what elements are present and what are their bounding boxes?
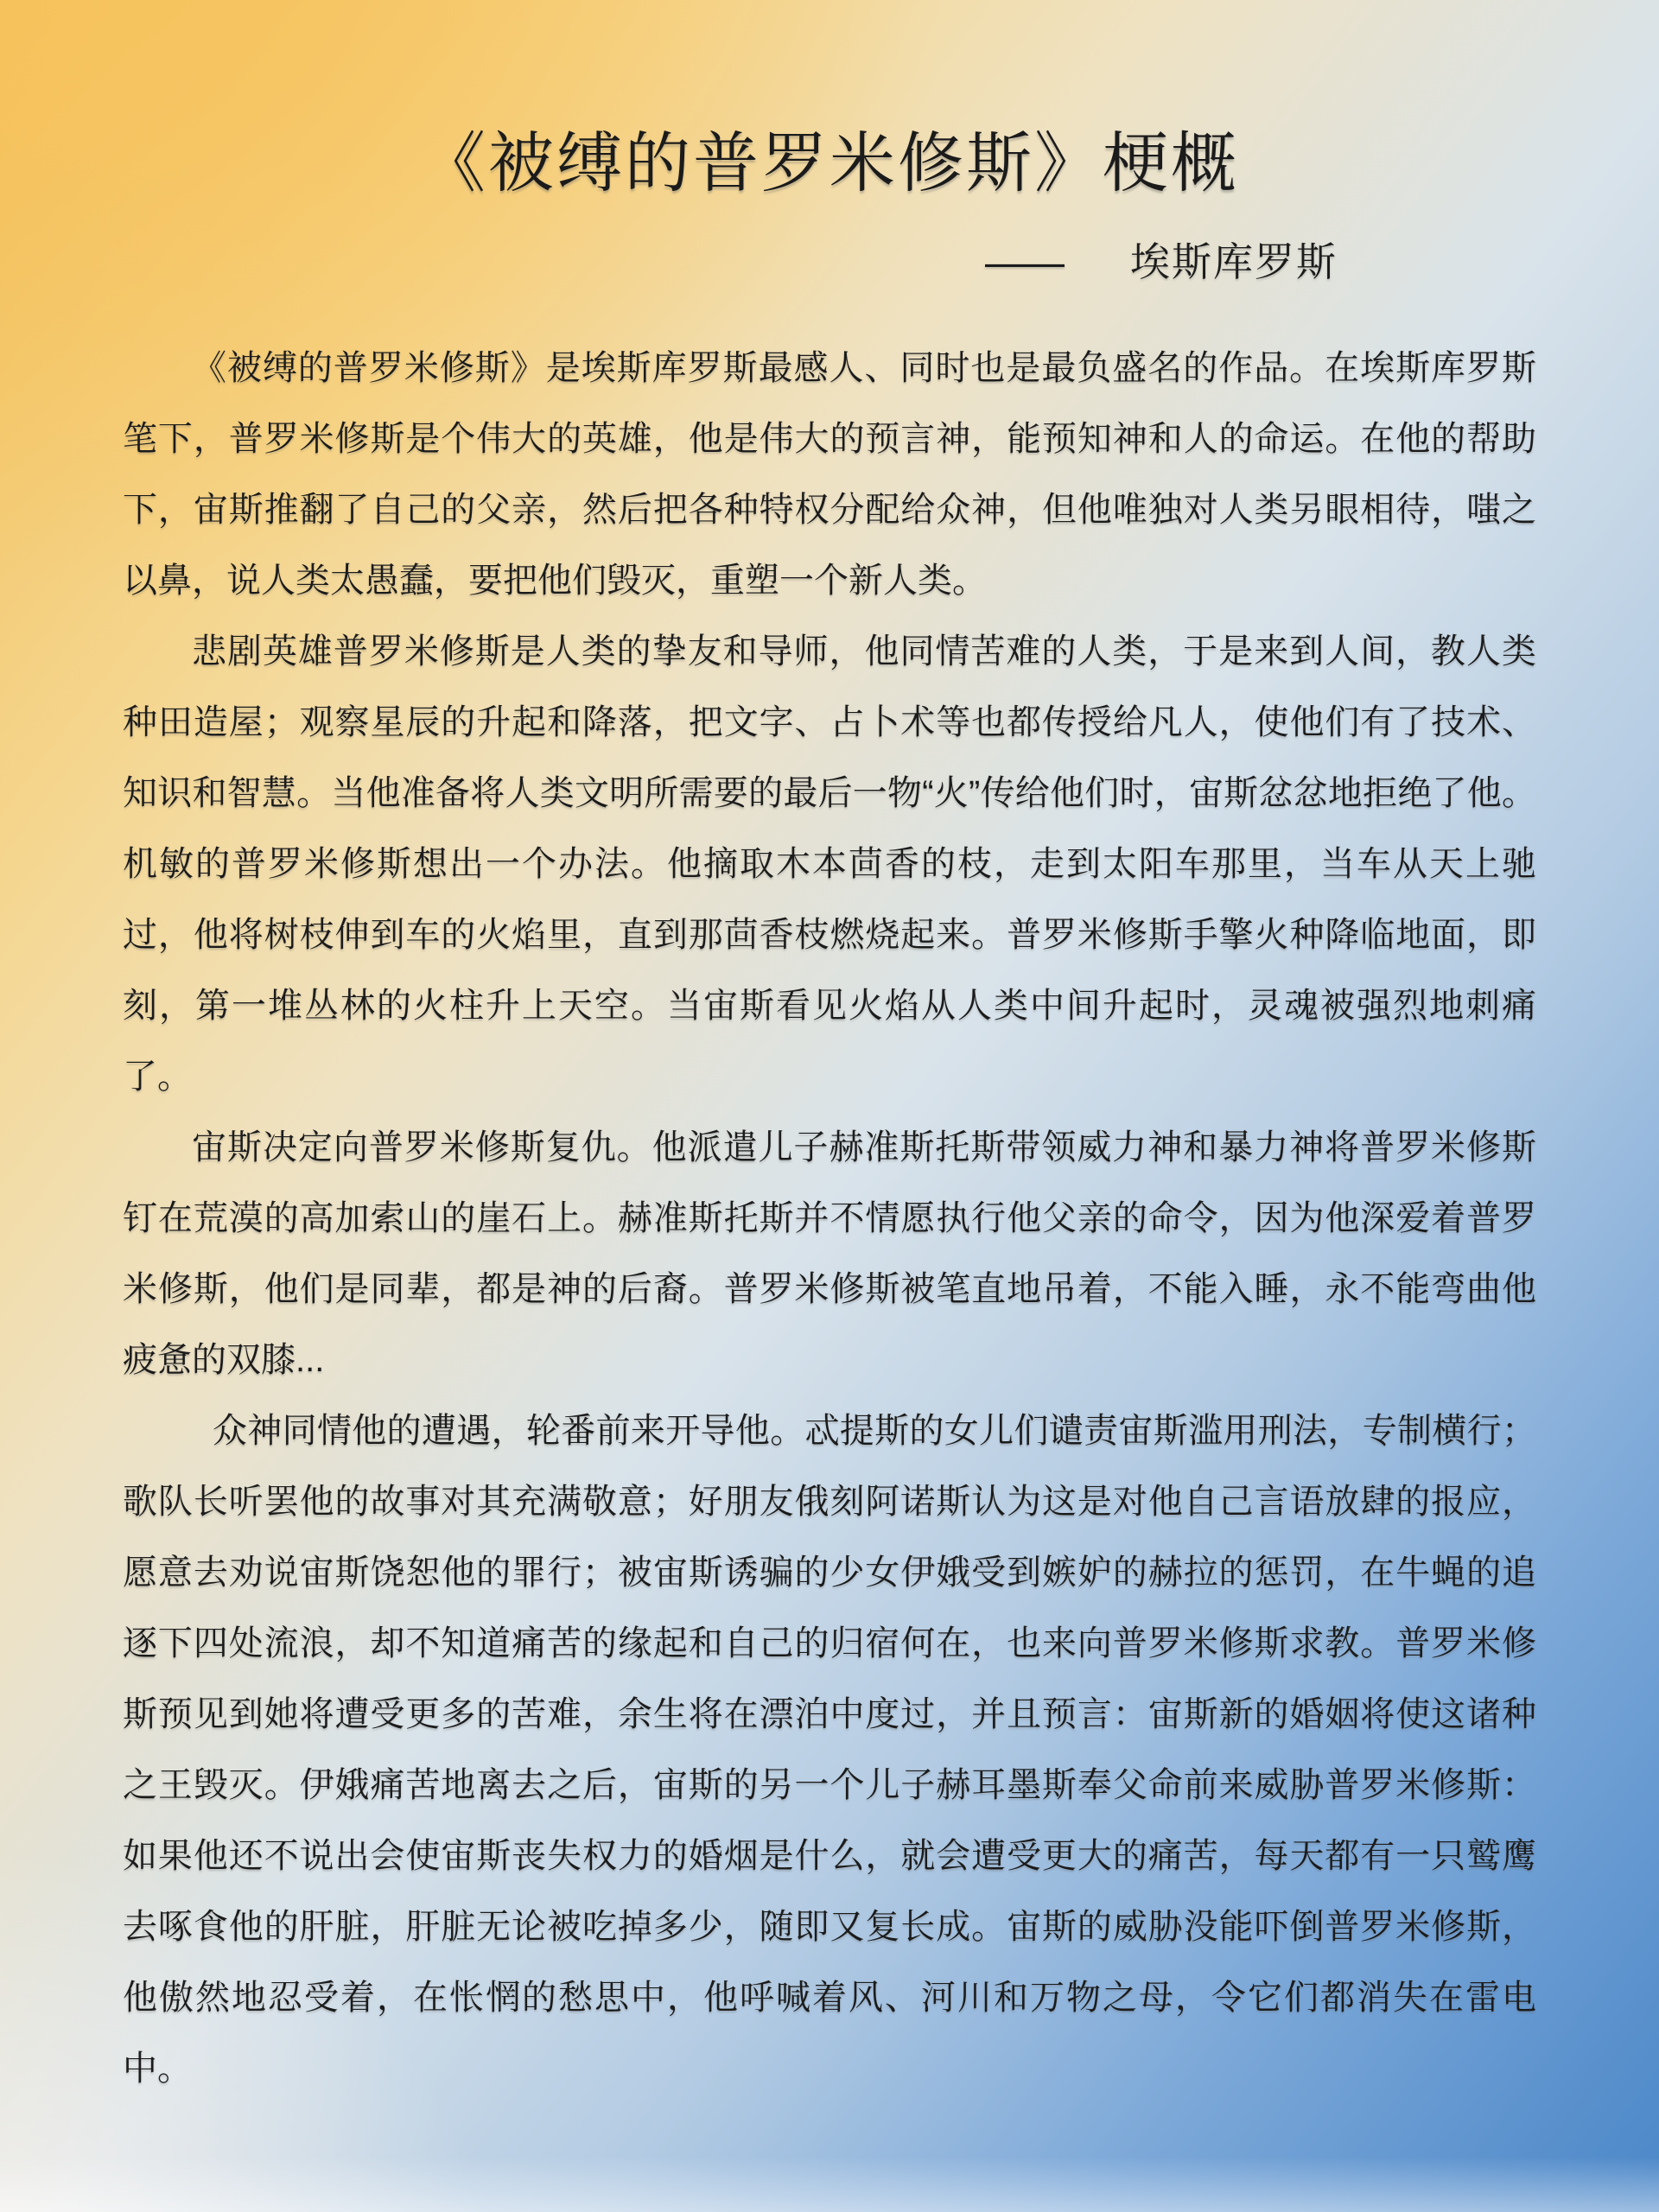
article-body xyxy=(123,333,1536,2104)
document-title: 《被缚的普罗米修斯》梗概 xyxy=(420,127,1239,200)
author-name: 埃斯库罗斯 xyxy=(1130,239,1338,284)
paragraph-2: 悲剧英雄普罗米修斯是人类的挚友和导师，他同情苦难的人类，于是来到人间，教人类种田造屋；观察星辰的升起和降落，把文字、占卜术等也都传授给凡人，使他们有了技术、知识和智慧。当他准备将人类文明所需要的最后一物“火”传给他们时，宙斯忿忿地拒绝了他。机敏的普罗米修斯想出一个办法。他摘取木本茴香的枝，走到太阳车那里，当车从天上驰过，他将树枝伸到车的火焰里，直到那茴香枝燃烧起来。普罗米修斯手擎火种降临地面，即刻，第一堆丛林的火柱升上天空。当宙斯看见火焰从人类中间升起时，灵魂被强烈地刺痛了。 xyxy=(123,632,1536,1096)
byline-dash: —— xyxy=(985,239,1065,284)
paragraph-3: 宙斯决定向普罗米修斯复仇。他派遣儿子赫准斯托斯带领威力神和暴力神将普罗米修斯钉在荒漠的高加索山的崖石上。赫准斯托斯并不情愿执行他父亲的命令，因为他深爱着普罗米修斯，他们是同辈，都是神的后裔。普罗米修斯被笔直地吊着，不能入睡，永不能弯曲他疲惫的双膝... xyxy=(123,1128,1536,1379)
paragraph-4: 众神同情他的遭遇，轮番前来开导他。忒提斯的女儿们谴责宙斯滥用刑法，专制横行；歌队长听罢他的故事对其充满敬意；好朋友俄刻阿诺斯认为这是对他自己言语放肆的报应，愿意去劝说宙斯饶恕他的罪行；被宙斯诱骗的少女伊娥受到嫉妒的赫拉的惩罚，在牛蝇的追逐下四处流浪，却不知道痛苦的缘起和自己的归宿何在，也来向普罗米修斯求教。普罗米修斯预见到她将遭受更多的苦难，余生将在漂泊中度过，并且预言：宙斯新的婚姻将使这诸种之王毁灭。伊娥痛苦地离去之后，宙斯的另一个儿子赫耳墨斯奉父命前来威胁普罗米修斯：如果他还不说出会使宙斯丧失权力的婚烟是什么，就会遭受更大的痛苦，每天都有一只鹫鹰去啄食他的肝脏，肝脏无论被吃掉多少，随即又复长成。宙斯的威胁没能吓倒普罗米修斯，他傲然地忍受着，在怅惘的愁思中，他呼喊着风、河川和万物之母，令它们都消失在雷电中。 xyxy=(123,1412,1536,2088)
author-byline xyxy=(0,231,1659,288)
paragraph-1: 《被缚的普罗米修斯》是埃斯库罗斯最感人、同时也是最负盛名的作品。在埃斯库罗斯笔下，普罗米修斯是个伟大的英雄，他是伟大的预言神，能预知神和人的命运。在他的帮助下，宙斯推翻了自己的父亲，然后把各种特权分配给众神，但他唯独对人类另眼相待，嗤之以鼻，说人类太愚蠢，要把他们毁灭，重塑一个新人类。 xyxy=(123,349,1536,600)
